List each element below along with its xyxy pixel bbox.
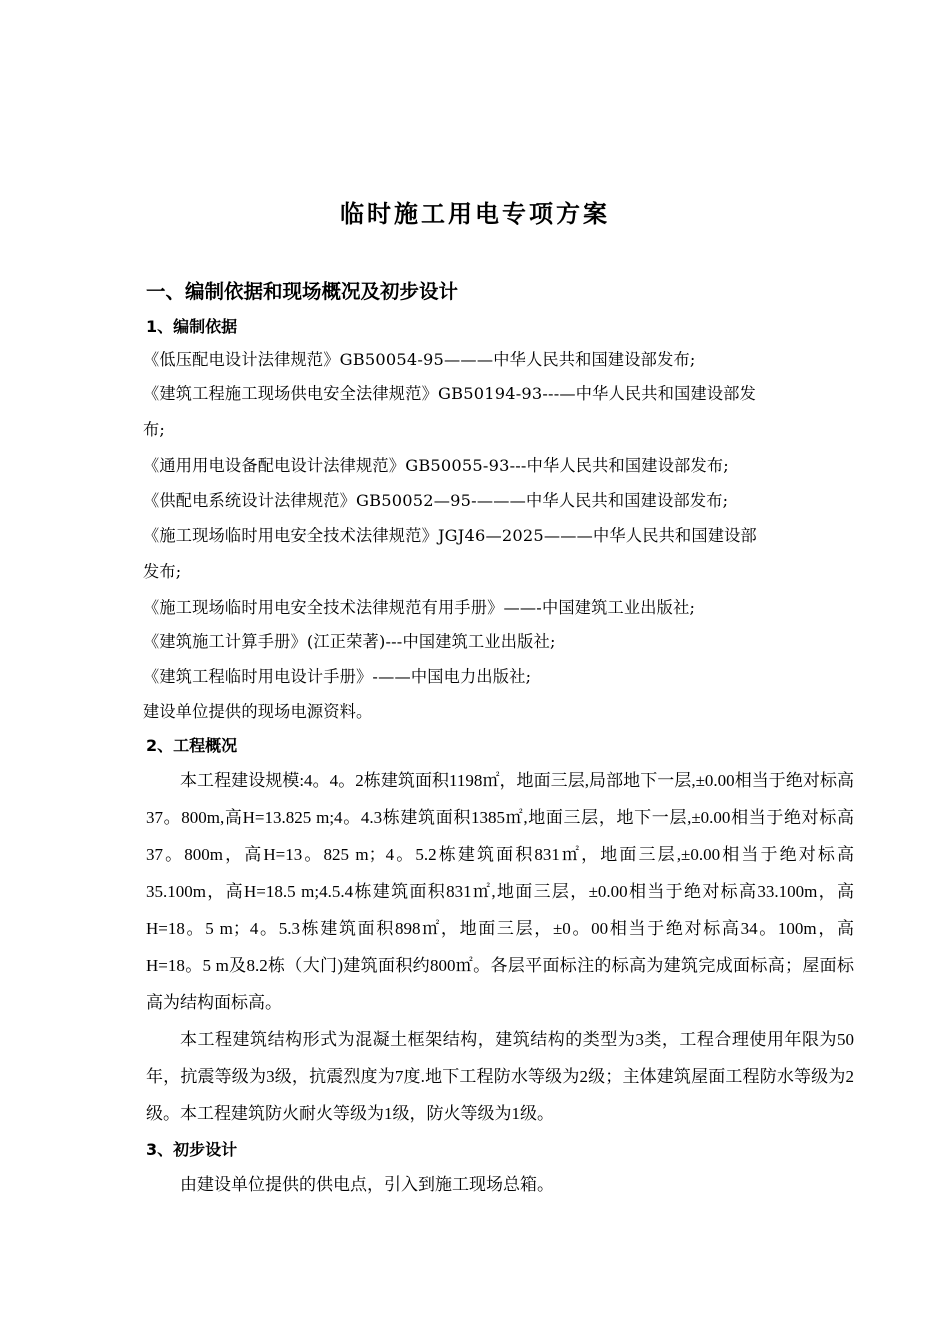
- overview-paragraph-2: 本工程建筑结构形式为混凝土框架结构，建筑结构的类型为3类，工程合理使用年限为50年，抗震等级为3级，抗震烈度为7度.地下工程防水等级为2级；主体建筑屋面工程防水等级为2级。本工程建筑防火耐火等级为1级，防火等级为1级。: [146, 1030, 854, 1123]
- reference-line: 《供配电系统设计法律规范》GB50052—95-———中华人民共和国建设部发布;: [143, 491, 729, 510]
- reference-line: 布;: [143, 420, 166, 439]
- reference-line: 《施工现场临时用电安全技术法律规范有用手册》——-中国建筑工业出版社;: [143, 598, 696, 617]
- reference-line: 《建筑工程施工现场供电安全法律规范》GB50194-93---—中华人民共和国建设部发: [143, 384, 757, 403]
- subsection-heading-design: 3、初步设计: [146, 1140, 238, 1159]
- overview-body: [146, 762, 854, 1132]
- reference-line: 《低压配电设计法律规范》GB50054-95———中华人民共和国建设部发布;: [143, 350, 696, 369]
- design-paragraph-1: 由建设单位提供的供电点，引入到施工现场总箱。: [180, 1175, 554, 1194]
- reference-line: 发布;: [143, 562, 182, 581]
- design-body: [146, 1166, 854, 1203]
- reference-line: 《建筑施工计算手册》(江正荣著)---中国建筑工业出版社;: [143, 632, 556, 651]
- overview-paragraph-1: 本工程建设规模:4。4。2栋建筑面积1198㎡，地面三层,局部地下一层,±0.00相当于绝对标高37。800m,高H=13.825 m;4。4.3栋建筑面积1385㎡,地面三层，地下一层,±0.00相当于绝对标高37。800m，高H=13。825 m；4。5.2栋建筑面积831㎡，地面三层,±0.00相当于绝对标高35.100m，高H=18.5 m;4.5.4栋建筑面积831㎡,地面三层，±0.00相当于绝对标高33.100m，高H=18。5 m；4。5.3栋建筑面积898㎡，地面三层，±0。00相当于绝对标高34。100m，高H=18。5 m及8.2栋（大门)建筑面积约800㎡。各层平面标注的标高为建筑完成面标高；屋面标高为结构面标高。: [146, 771, 854, 1012]
- subsection-heading-basis: 1、编制依据: [146, 317, 238, 336]
- reference-line: 建设单位提供的现场电源资料。: [143, 702, 373, 721]
- reference-line: 《建筑工程临时用电设计手册》-——中国电力出版社;: [143, 667, 532, 686]
- section-heading-1: 一、编制依据和现场概况及初步设计: [146, 280, 459, 303]
- reference-line: 《施工现场临时用电安全技术法律规范》JGJ46—2025———中华人民共和国建设部: [143, 526, 757, 545]
- reference-line: 《通用用电设备配电设计法律规范》GB50055-93---中华人民共和国建设部发布;: [143, 456, 729, 475]
- document-title: 临时施工用电专项方案: [340, 200, 610, 228]
- subsection-heading-overview: 2、工程概况: [146, 736, 238, 755]
